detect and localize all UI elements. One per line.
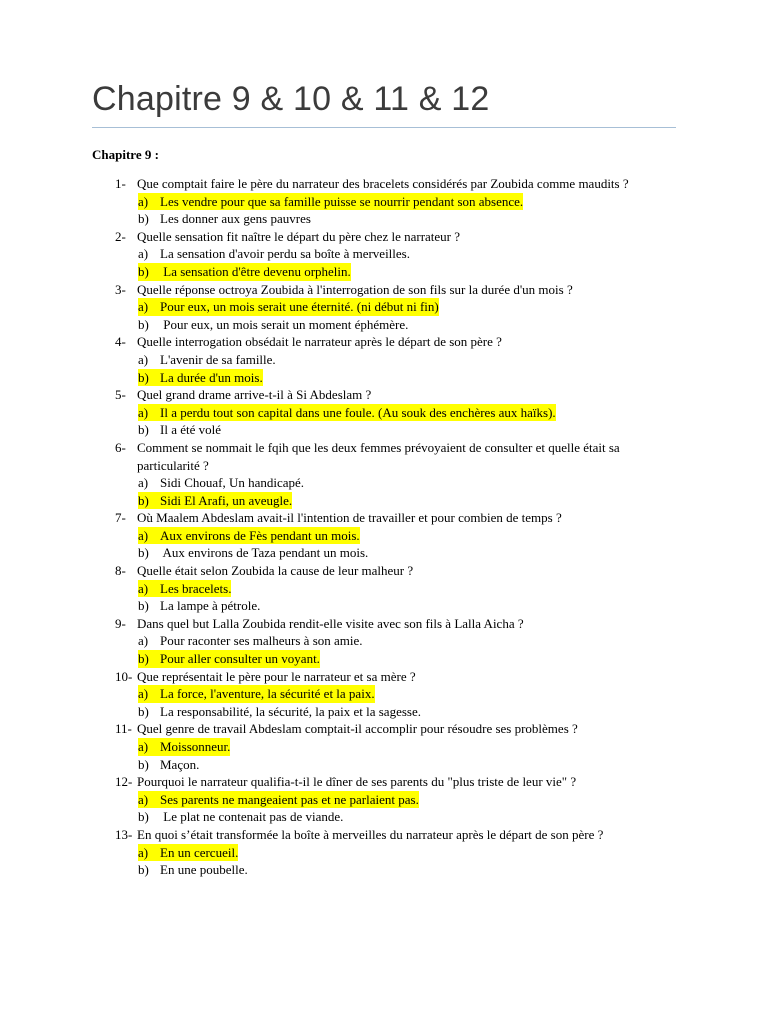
option-letter: b): [138, 422, 149, 438]
highlighted-answer: [138, 298, 439, 316]
question-line: [0, 175, 768, 193]
highlighted-answer: [138, 791, 419, 809]
answer-option: [0, 861, 768, 879]
option-text: Pour raconter ses malheurs à son amie.: [160, 633, 363, 649]
answer-option: [0, 316, 768, 334]
question-item: [0, 826, 768, 879]
answer-text: [138, 351, 276, 369]
option-text: Aux environs de Taza pendant un mois.: [160, 545, 369, 561]
option-letter: a): [138, 193, 149, 209]
answer-option: [0, 527, 768, 545]
option-text: Aux environs de Fès pendant un mois.: [160, 527, 360, 543]
option-letter: a): [138, 299, 149, 315]
question-number: 13-: [115, 826, 133, 842]
answer-option: [0, 421, 768, 439]
answer-option: [0, 738, 768, 756]
answer-option: [0, 245, 768, 263]
question-line: [0, 333, 768, 351]
answer-text: [138, 210, 311, 228]
highlighted-answer: [138, 685, 375, 703]
option-text: Ses parents ne mangeaient pas et ne parlaient pas.: [160, 791, 419, 807]
answer-text: [138, 808, 343, 826]
answer-text: [138, 474, 304, 492]
question-text: Quel genre de travail Abdeslam comptait-il accomplir pour résoudre ses problèmes ?: [137, 721, 578, 737]
question-number: 6-: [115, 439, 126, 455]
highlighted-answer: [138, 580, 231, 598]
option-text: Maçon.: [160, 756, 200, 772]
question-text: Quelle sensation fit naître le départ du père chez le narrateur ?: [137, 228, 461, 244]
answer-text: [138, 421, 221, 439]
question-text: Quelle interrogation obsédait le narrateur après le départ de son père ?: [137, 334, 502, 350]
question-item: [0, 175, 768, 228]
question-number: 10-: [115, 668, 133, 684]
section-heading: Chapitre 9 :: [92, 147, 159, 162]
question-text: Comment se nommait le fqih que les deux femmes prévoyaient de consulter et quelle était sa particularité ?: [137, 439, 620, 473]
option-letter: a): [138, 633, 149, 649]
question-line: [0, 773, 768, 791]
question-text: Quelle réponse octroya Zoubida à l'interrogation de son fils sur la durée d'un mois ?: [137, 281, 573, 297]
option-letter: a): [138, 475, 149, 491]
option-text: En une poubelle.: [160, 862, 248, 878]
question-list: [0, 175, 768, 879]
highlighted-answer: [138, 492, 292, 510]
question-text: Dans quel but Lalla Zoubida rendit-elle visite avec son fils à Lalla Aicha ?: [137, 615, 524, 631]
title-divider: [92, 127, 676, 128]
highlighted-answer: [138, 404, 556, 422]
question-text: Que comptait faire le père du narrateur des bracelets considérés par Zoubida comme maudits ?: [137, 176, 629, 191]
option-text: La responsabilité, la sécurité, la paix et la sagesse.: [160, 703, 421, 719]
answer-option: [0, 369, 768, 387]
question-line: [0, 509, 768, 527]
option-text: Le plat ne contenait pas de viande.: [160, 809, 344, 825]
option-text: Il a perdu tout son capital dans une foule. (Au souk des enchères aux haïks).: [160, 404, 556, 420]
option-text: Il a été volé: [160, 422, 221, 438]
question-item: [0, 333, 768, 386]
question-line: [0, 668, 768, 686]
highlighted-answer: [138, 369, 263, 387]
option-letter: b): [138, 862, 149, 878]
answer-option: [0, 580, 768, 598]
option-text: La sensation d'être devenu orphelin.: [160, 263, 351, 279]
option-text: L'avenir de sa famille.: [160, 351, 276, 367]
answer-option: [0, 193, 768, 211]
answer-option: [0, 492, 768, 510]
option-letter: b): [138, 369, 149, 385]
option-text: Pour aller consulter un voyant.: [160, 651, 320, 667]
option-letter: b): [138, 651, 149, 667]
answer-text: [138, 756, 199, 774]
question-number: 7-: [115, 510, 126, 526]
option-text: Les donner aux gens pauvres: [160, 211, 311, 227]
option-letter: a): [138, 791, 149, 807]
question-number: 11-: [115, 721, 132, 737]
option-letter: a): [138, 404, 149, 420]
question-number: 2-: [115, 228, 126, 244]
question-item: [0, 720, 768, 773]
option-letter: b): [138, 756, 149, 772]
highlighted-answer: [138, 193, 523, 211]
option-text: Pour eux, un mois serait un moment éphémère.: [160, 316, 409, 332]
highlighted-answer: [138, 527, 360, 545]
option-letter: a): [138, 844, 149, 860]
question-number: 3-: [115, 281, 126, 297]
question-line: [0, 720, 768, 738]
answer-text: [138, 703, 421, 721]
option-text: La force, l'aventure, la sécurité et la paix.: [160, 686, 375, 702]
question-item: [0, 281, 768, 334]
answer-option: [0, 597, 768, 615]
answer-text: [138, 544, 368, 562]
option-letter: b): [138, 545, 149, 561]
answer-option: [0, 404, 768, 422]
question-number: 9-: [115, 615, 126, 631]
question-number: 12-: [115, 774, 133, 790]
question-item: [0, 439, 768, 509]
question-line: [0, 386, 768, 404]
option-text: Moissonneur.: [160, 739, 231, 754]
answer-option: [0, 544, 768, 562]
question-text: Où Maalem Abdeslam avait-il l'intention de travailler et pour combien de temps ?: [137, 510, 562, 526]
option-letter: b): [138, 263, 149, 279]
option-letter: a): [138, 527, 149, 543]
answer-option: [0, 632, 768, 650]
answer-option: [0, 756, 768, 774]
question-line: [0, 228, 768, 246]
option-text: Sidi Chouaf, Un handicapé.: [160, 475, 305, 491]
question-item: [0, 773, 768, 826]
answer-option: [0, 650, 768, 668]
highlighted-answer: [138, 738, 230, 756]
option-text: Sidi El Arafi, un aveugle.: [160, 492, 293, 508]
question-text: Quel grand drame arrive-t-il à Si Abdeslam ?: [137, 387, 372, 403]
option-text: Pour eux, un mois serait une éternité. (ni début ni fin): [160, 299, 439, 315]
option-letter: a): [138, 580, 149, 596]
option-letter: b): [138, 703, 149, 719]
option-letter: a): [138, 686, 149, 702]
option-text: La sensation d'avoir perdu sa boîte à merveilles.: [160, 246, 410, 262]
answer-option: [0, 685, 768, 703]
answer-option: [0, 808, 768, 826]
page-title: Chapitre 9 & 10 & 11 & 12: [92, 80, 490, 118]
answer-option: [0, 791, 768, 809]
question-number: 5-: [115, 387, 126, 403]
option-letter: b): [138, 492, 149, 508]
answer-text: [138, 316, 408, 334]
question-item: [0, 668, 768, 721]
question-number: 1-: [115, 176, 126, 191]
answer-text: [138, 597, 260, 615]
question-number: 4-: [115, 334, 126, 350]
question-line: [0, 439, 768, 474]
question-number: 8-: [115, 563, 126, 579]
answer-option: [0, 210, 768, 228]
option-letter: b): [138, 316, 149, 332]
option-text: La durée d'un mois.: [160, 369, 263, 385]
highlighted-answer: [138, 263, 351, 281]
answer-option: [0, 474, 768, 492]
option-text: Les vendre pour que sa famille puisse se nourrir pendant son absence.: [160, 193, 524, 209]
option-letter: a): [138, 351, 149, 367]
option-letter: b): [138, 211, 149, 227]
question-line: [0, 281, 768, 299]
answer-option: [0, 703, 768, 721]
question-text: Que représentait le père pour le narrateur et sa mère ?: [137, 668, 416, 684]
answer-option: [0, 298, 768, 316]
question-line: [0, 615, 768, 633]
option-letter: b): [138, 598, 149, 614]
question-item: [0, 386, 768, 439]
option-text: Les bracelets.: [160, 580, 232, 596]
option-letter: b): [138, 809, 149, 825]
answer-text: [138, 632, 363, 650]
answer-text: [138, 861, 248, 879]
question-line: [0, 826, 768, 844]
question-line: [0, 562, 768, 580]
answer-option: [0, 351, 768, 369]
question-text: Pourquoi le narrateur qualifia-t-il le dîner de ses parents du "plus triste de leur vie" ?: [137, 774, 577, 790]
option-letter: a): [138, 246, 149, 262]
question-text: En quoi s’était transformée la boîte à merveilles du narrateur après le départ de son père ?: [137, 826, 604, 842]
answer-option: [0, 844, 768, 862]
question-item: [0, 615, 768, 668]
option-text: La lampe à pétrole.: [160, 598, 261, 614]
option-text: En un cercueil.: [160, 844, 239, 860]
answer-option: [0, 263, 768, 281]
option-letter: a): [138, 739, 149, 754]
question-item: [0, 509, 768, 562]
question-text: Quelle était selon Zoubida la cause de leur malheur ?: [137, 563, 414, 579]
highlighted-answer: [138, 844, 238, 862]
highlighted-answer: [138, 650, 320, 668]
question-item: [0, 562, 768, 615]
answer-text: [138, 245, 410, 263]
question-item: [0, 228, 768, 281]
